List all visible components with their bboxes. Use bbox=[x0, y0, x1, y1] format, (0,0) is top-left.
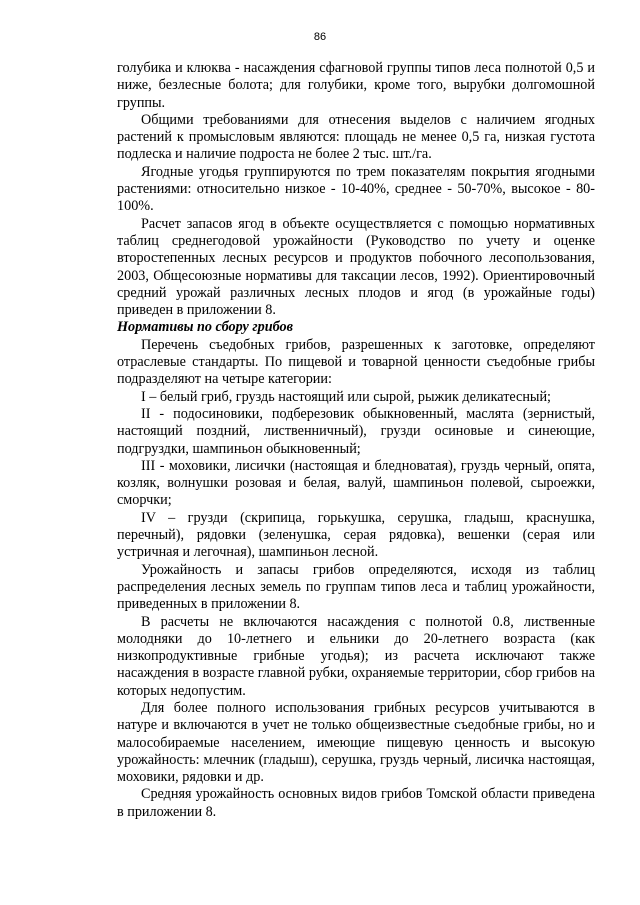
paragraph: IV – грузди (скрипица, горькушка, серушка, гладыш, краснушка, перечный), рядовки (зеленушка, серая рядовка), вешенки (серая или устричная и легочная), шампиньон лесной. bbox=[117, 509, 595, 561]
document-body bbox=[117, 60, 595, 821]
paragraph: Перечень съедобных грибов, разрешенных к заготовке, определяют отраслевые стандарты. По пищевой и товарной ценности съедобные грибы подразделяют на четыре категории: bbox=[117, 336, 595, 388]
paragraph: Урожайность и запасы грибов определяются, исходя из таблиц распределения лесных земель по группам типов леса и таблиц урожайности, приведенных в приложении 8. bbox=[117, 561, 595, 613]
paragraph: III - моховики, лисички (настоящая и бледноватая), груздь черный, опята, козляк, волнушки розовая и белая, валуй, шампиньон полевой, сыроежки, сморчки; bbox=[117, 457, 595, 509]
paragraph: голубика и клюква - насаждения сфагновой группы типов леса полнотой 0,5 и ниже, безлесные болота; для голубики, кроме того, вырубки долгомошной группы. bbox=[117, 60, 595, 111]
paragraph: Расчет запасов ягод в объекте осуществляется с помощью нормативных таблиц среднегодовой урожайности (Руководство по учету и оценке второстепенных лесных ресурсов и продуктов побочного лесопользования, 2003, Общесоюзные нормативы для таксации лесов, 1992). Ориентировочный средний урожай различных лесных плодов и ягод (в урожайные годы) приведен в приложении 8. bbox=[117, 215, 595, 319]
paragraph: В расчеты не включаются насаждения с полнотой 0.8, лиственные молодняки до 10-летнего и ельники до 20-летнего возраста (как низкопродуктивные грибные угодья); из расчета исключают также насаждения в возрасте главной рубки, охраняемые территории, сбор грибов на которых недопустим. bbox=[117, 613, 595, 699]
paragraph: Ягодные угодья группируются по трем показателям покрытия ягодными растениями: относительно низкое - 10-40%, среднее - 50-70%, высокое - 80-100%. bbox=[117, 163, 595, 215]
paragraph: II - подосиновики, подберезовик обыкновенный, маслята (зернистый, настоящий поздний, лиственничный), грузди осиновые и синеющие, подгруздки, шампиньон обыкновенный; bbox=[117, 405, 595, 457]
section-heading: Нормативы по сбору грибов bbox=[117, 319, 293, 336]
paragraph: Общими требованиями для отнесения выделов с наличием ягодных растений к промысловым являются: площадь не менее 0,5 га, низкая густота подлеска и наличие подроста не более 2 тыс. шт./га. bbox=[117, 111, 595, 163]
page-number: 86 bbox=[313, 31, 327, 43]
paragraph: Средняя урожайность основных видов грибов Томской области приведена в приложении 8. bbox=[117, 786, 595, 820]
paragraph: I – белый гриб, груздь настоящий или сырой, рыжик деликатесный; bbox=[141, 388, 551, 405]
paragraph: Для более полного использования грибных ресурсов учитываются в натуре и включаются в учет не только общеизвестные съедобные грибы, но и малособираемые населением, имеющие пищевую ценность и высокую урожайность: млечник (гладыш), серушка, груздь черный, лисичка настоящая, моховики, рядовки и др. bbox=[117, 699, 595, 786]
